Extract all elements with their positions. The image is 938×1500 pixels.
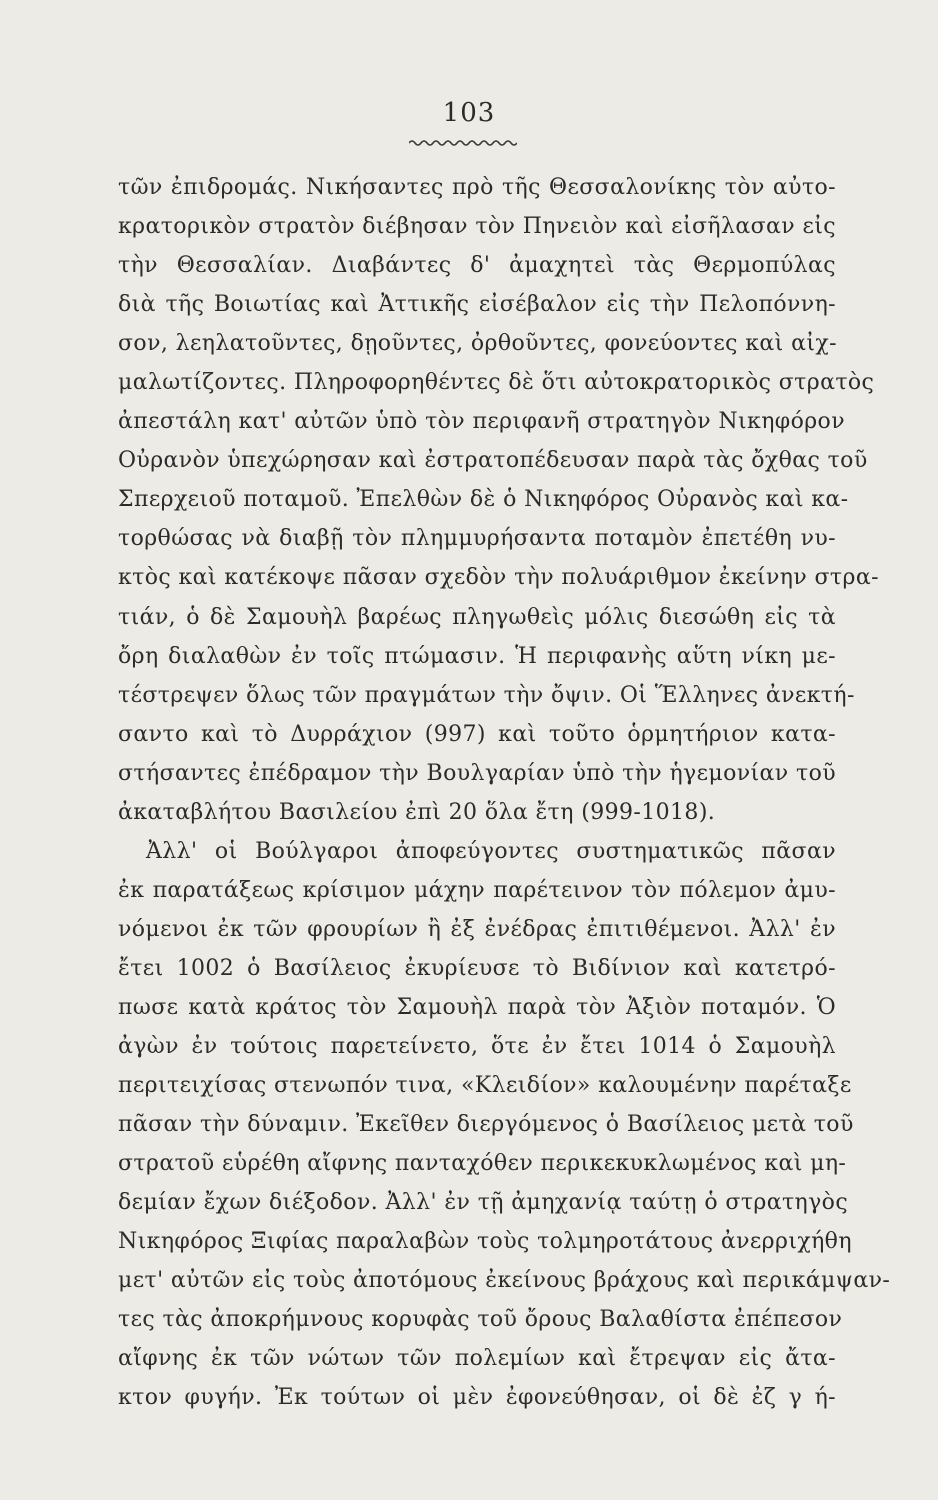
text-line: διὰ τῆς Βοιωτίας καὶ Ἀττικῆς εἰσέβαλον εἰς τὴν Πελοπόννη- (118, 292, 836, 318)
text-line: πᾶσαν τὴν δύναμιν. Ἐκεῖθεν διεργόμενος ὁ Βασίλειος μετὰ τοῦ (118, 1112, 854, 1138)
text-line: τορθώσας νὰ διαβῇ τὸν πλημμυρήσαντα ποταμὸν ἐπετέθη νυ- (118, 526, 836, 552)
text-line: κτὸς καὶ κατέκοψε πᾶσαν σχεδὸν τὴν πολυάριθμον ἐκείνην στρα- (118, 565, 879, 591)
text-line: αἴφνης ἐκ τῶν νώτων τῶν πολεμίων καὶ ἔτρεψαν εἰς ἄτα- (118, 1346, 836, 1372)
text-line: στρατοῦ εὑρέθη αἴφνης πανταχόθεν περικεκυκλωμένος καὶ μη- (118, 1151, 847, 1177)
text-line: κτον φυγήν. Ἐκ τούτων οἱ μὲν ἐφονεύθησαν, οἱ δὲ ἐζ γ ή- (118, 1385, 836, 1411)
text-line: τὴν Θεσσαλίαν. Διαβάντες δ' ἀμαχητεὶ τὰς Θερμοπύλας (118, 253, 836, 279)
text-line: μαλωτίζοντες. Πληροφορηθέντες δὲ ὅτι αὐτοκρατορικὸς στρατὸς (118, 370, 875, 396)
text-line: νόμενοι ἐκ τῶν φρουρίων ἢ ἐξ ἐνέδρας ἐπιτιθέμενοι. Ἀλλ' ἐν (118, 916, 836, 942)
body-text (118, 168, 891, 1418)
page-number: 103 (442, 98, 496, 128)
text-line: τιάν, ὁ δὲ Σαμουὴλ βαρέως πληγωθεὶς μόλις διεσώθη εἰς τὰ (118, 604, 836, 630)
text-line: σον, λεηλατοῦντες, δῃοῦντες, ὀρθοῦντες, φονεύοντες καὶ αἰχ- (118, 331, 837, 357)
text-line: ἀγὼν ἐν τούτοις παρετείνετο, ὅτε ἐν ἔτει 1014 ὁ Σαμουὴλ (118, 1034, 836, 1060)
wavy-rule-ornament (409, 138, 517, 148)
text-line: πωσε κατὰ κράτος τὸν Σαμουὴλ παρὰ τὸν Ἀξιὸν ποταμόν. Ὁ (118, 994, 836, 1020)
paragraph-end-line: ἀκαταβλήτου Βασιλείου ἐπὶ 20 ὅλα ἔτη (999-1018). (118, 799, 716, 825)
text-line: ἔτει 1002 ὁ Βασίλειος ἐκυρίευσε τὸ Βιδίνιον καὶ κατετρό- (118, 955, 836, 981)
text-line: τῶν ἐπιδρομάς. Νικήσαντες πρὸ τῆς Θεσσαλονίκης τὸν αὐτο- (118, 175, 836, 200)
text-line: τέστρεψεν ὅλως τῶν πραγμάτων τὴν ὄψιν. Οἱ Ἕλληνες ἀνεκτή- (118, 682, 855, 708)
text-line: κρατορικὸν στρατὸν διέβησαν τὸν Πηνειὸν καὶ εἰσῆλασαν εἰς (118, 214, 836, 240)
text-line: σαντο καὶ τὸ Δυρράχιον (997) καὶ τοῦτο ὁρμητήριον κατα- (118, 721, 836, 747)
text-line: ὄρη διαλαθὼν ἐν τοῖς πτώμασιν. Ἡ περιφανὴς αὕτη νίκη με- (118, 643, 836, 669)
text-line: δεμίαν ἔχων διέξοδον. Ἀλλ' ἐν τῇ ἀμηχανίᾳ ταύτῃ ὁ στρατηγὸς (118, 1190, 849, 1216)
paragraph-start-line: Ἀλλ' οἱ Βούλγαροι ἀποφεύγοντες συστηματικῶς πᾶσαν (146, 838, 836, 864)
text-line: περιτειχίσας στενωπόν τινα, «Κλειδίον» καλουμένην παρέταξε (118, 1073, 852, 1099)
text-line: Νικηφόρος Ξιφίας παραλαβὼν τοὺς τολμηροτάτους ἀνερριχήθη (118, 1229, 852, 1255)
text-line: Οὐρανὸν ὑπεχώρησαν καὶ ἐστρατοπέδευσαν παρὰ τὰς ὄχθας τοῦ (118, 448, 868, 474)
text-line: μετ' αὐτῶν εἰς τοὺς ἀποτόμους ἐκείνους βράχους καὶ περικάμψαν- (118, 1268, 891, 1294)
text-line: τες τὰς ἀποκρήμνους κορυφὰς τοῦ ὄρους Βαλαθίστα ἐπέπεσον (118, 1307, 843, 1333)
text-line: ἐκ παρατάξεως κρίσιμον μάχην παρέτεινον τὸν πόλεμον ἀμυ- (118, 877, 836, 903)
text-line: στήσαντες ἐπέδραμον τὴν Βουλγαρίαν ὑπὸ τὴν ἡγεμονίαν τοῦ (118, 760, 836, 786)
text-line: Σπερχειοῦ ποταμοῦ. Ἐπελθὼν δὲ ὁ Νικηφόρος Οὐρανὸς καὶ κα- (118, 487, 849, 513)
text-line: ἀπεστάλη κατ' αὐτῶν ὑπὸ τὸν περιφανῆ στρατηγὸν Νικηφόρον (118, 409, 845, 435)
